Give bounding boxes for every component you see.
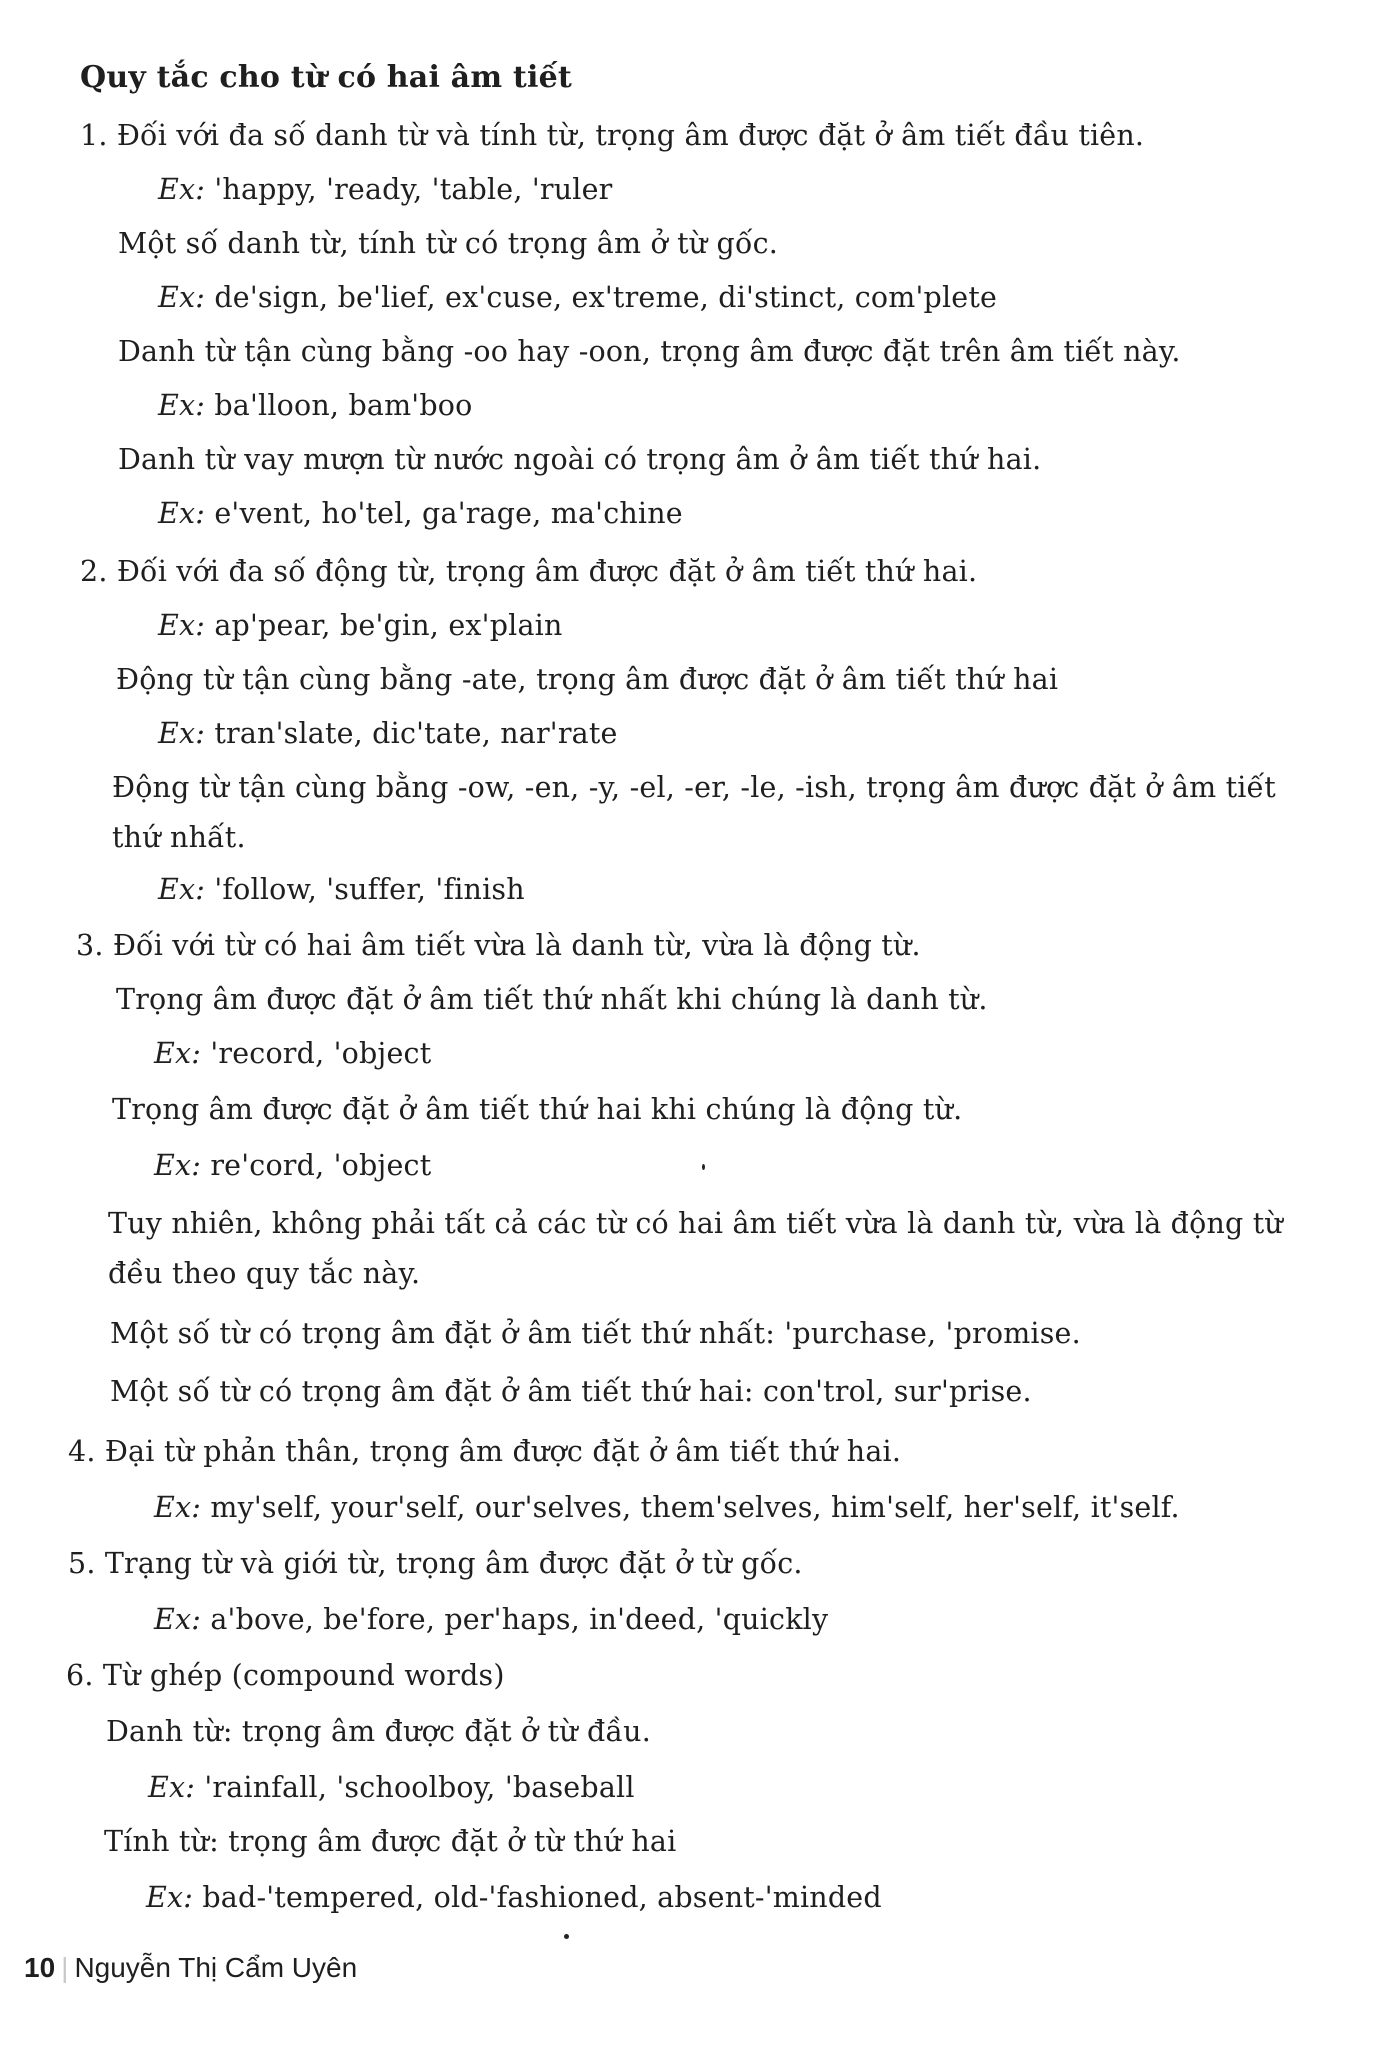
rule-2-sub-2-line-2: thứ nhất. <box>112 821 246 854</box>
rule-1-example-4 <box>158 494 683 534</box>
example-label: Ex: <box>158 281 206 314</box>
example-label: Ex: <box>154 1491 202 1524</box>
rule-6-heading: 6. Từ ghép (compound words) <box>66 1659 505 1692</box>
example-text: e'vent, ho'tel, ga'rage, ma'chine <box>214 497 683 530</box>
rule-3-sub-2: Trọng âm được đặt ở âm tiết thứ hai khi chúng là động từ. <box>112 1093 963 1126</box>
example-label: Ex: <box>146 1881 194 1914</box>
rule-2-sub-1: Động từ tận cùng bằng -ate, trọng âm được đặt ở âm tiết thứ hai <box>116 663 1059 696</box>
rule-3-example-2 <box>154 1146 431 1186</box>
rule-4-example-1 <box>154 1488 1180 1528</box>
author-name: Nguyễn Thị Cẩm Uyên <box>74 1952 358 1983</box>
example-label: Ex: <box>158 873 206 906</box>
rule-3-note-2: Một số từ có trọng âm đặt ở âm tiết thứ nhất: 'purchase, 'promise. <box>110 1317 1081 1350</box>
example-label: Ex: <box>148 1771 196 1804</box>
rule-3-note-line-1: Tuy nhiên, không phải tất cả các từ có hai âm tiết vừa là danh từ, vừa là động từ <box>108 1207 1283 1240</box>
rule-4-heading: 4. Đại từ phản thân, trọng âm được đặt ở âm tiết thứ hai. <box>68 1435 902 1468</box>
example-text: bad-'tempered, old-'fashioned, absent-'minded <box>202 1881 882 1914</box>
example-text: re'cord, 'object <box>210 1149 432 1182</box>
rule-2-example-2 <box>158 714 618 754</box>
example-text: tran'slate, dic'tate, nar'rate <box>214 717 618 750</box>
example-text: 'happy, 'ready, 'table, 'ruler <box>214 173 613 206</box>
rule-2-example-1 <box>158 606 563 646</box>
example-text: 'rainfall, 'schoolboy, 'baseball <box>204 1771 635 1804</box>
example-text: ap'pear, be'gin, ex'plain <box>214 609 563 642</box>
page-footer <box>24 1952 357 1984</box>
rule-2-heading: 2. Đối với đa số động từ, trọng âm được đặt ở âm tiết thứ hai. <box>80 555 978 588</box>
rule-1-sub-2: Danh từ tận cùng bằng -oo hay -oon, trọng âm được đặt trên âm tiết này. <box>118 335 1181 368</box>
rule-1-sub-3: Danh từ vay mượn từ nước ngoài có trọng âm ở âm tiết thứ hai. <box>118 443 1042 476</box>
page-number: 10 <box>24 1952 56 1983</box>
rule-1-example-2 <box>158 278 997 318</box>
rule-1-example-3 <box>158 386 473 426</box>
example-text: 'follow, 'suffer, 'finish <box>214 873 525 906</box>
rule-6-example-2 <box>146 1878 882 1918</box>
example-text: 'record, 'object <box>210 1037 432 1070</box>
rule-3-heading: 3. Đối với từ có hai âm tiết vừa là danh từ, vừa là động từ. <box>76 929 921 962</box>
scan-speck <box>564 1934 569 1939</box>
rule-1-example-1 <box>158 170 613 210</box>
example-label: Ex: <box>154 1603 202 1636</box>
example-label: Ex: <box>158 717 206 750</box>
footer-separator: | <box>61 1952 69 1983</box>
example-text: de'sign, be'lief, ex'cuse, ex'treme, di'stinct, com'plete <box>214 281 998 314</box>
rule-1-heading: 1. Đối với đa số danh từ và tính từ, trọng âm được đặt ở âm tiết đầu tiên. <box>80 119 1145 152</box>
example-text: my'self, your'self, our'selves, them'selves, him'self, her'self, it'self. <box>210 1491 1180 1524</box>
rule-6-example-1 <box>148 1768 635 1808</box>
rule-5-heading: 5. Trạng từ và giới từ, trọng âm được đặt ở từ gốc. <box>68 1547 803 1580</box>
example-label: Ex: <box>154 1037 202 1070</box>
example-text: a'bove, be'fore, per'haps, in'deed, 'quickly <box>210 1603 829 1636</box>
example-label: Ex: <box>154 1149 202 1182</box>
example-label: Ex: <box>158 389 206 422</box>
rule-3-note-3: Một số từ có trọng âm đặt ở âm tiết thứ hai: con'trol, sur'prise. <box>110 1375 1032 1408</box>
rule-3-example-1 <box>154 1034 431 1074</box>
rule-2-example-3 <box>158 870 525 910</box>
rule-1-sub-1: Một số danh từ, tính từ có trọng âm ở từ gốc. <box>118 227 779 260</box>
example-label: Ex: <box>158 609 206 642</box>
rule-6-sub-2: Tính từ: trọng âm được đặt ở từ thứ hai <box>104 1825 677 1858</box>
rule-3-sub-1: Trọng âm được đặt ở âm tiết thứ nhất khi chúng là danh từ. <box>116 983 988 1016</box>
rule-5-example-1 <box>154 1600 828 1640</box>
scan-speck <box>702 1164 705 1170</box>
rule-3-note-line-2: đều theo quy tắc này. <box>108 1257 421 1290</box>
example-text: ba'lloon, bam'boo <box>214 389 473 422</box>
rule-6-sub-1: Danh từ: trọng âm được đặt ở từ đầu. <box>106 1715 651 1748</box>
example-label: Ex: <box>158 173 206 206</box>
page-title: Quy tắc cho từ có hai âm tiết <box>80 60 572 95</box>
example-label: Ex: <box>158 497 206 530</box>
rule-2-sub-2-line-1: Động từ tận cùng bằng -ow, -en, -y, -el, -er, -le, -ish, trọng âm được đặt ở âm tiết <box>112 771 1276 804</box>
